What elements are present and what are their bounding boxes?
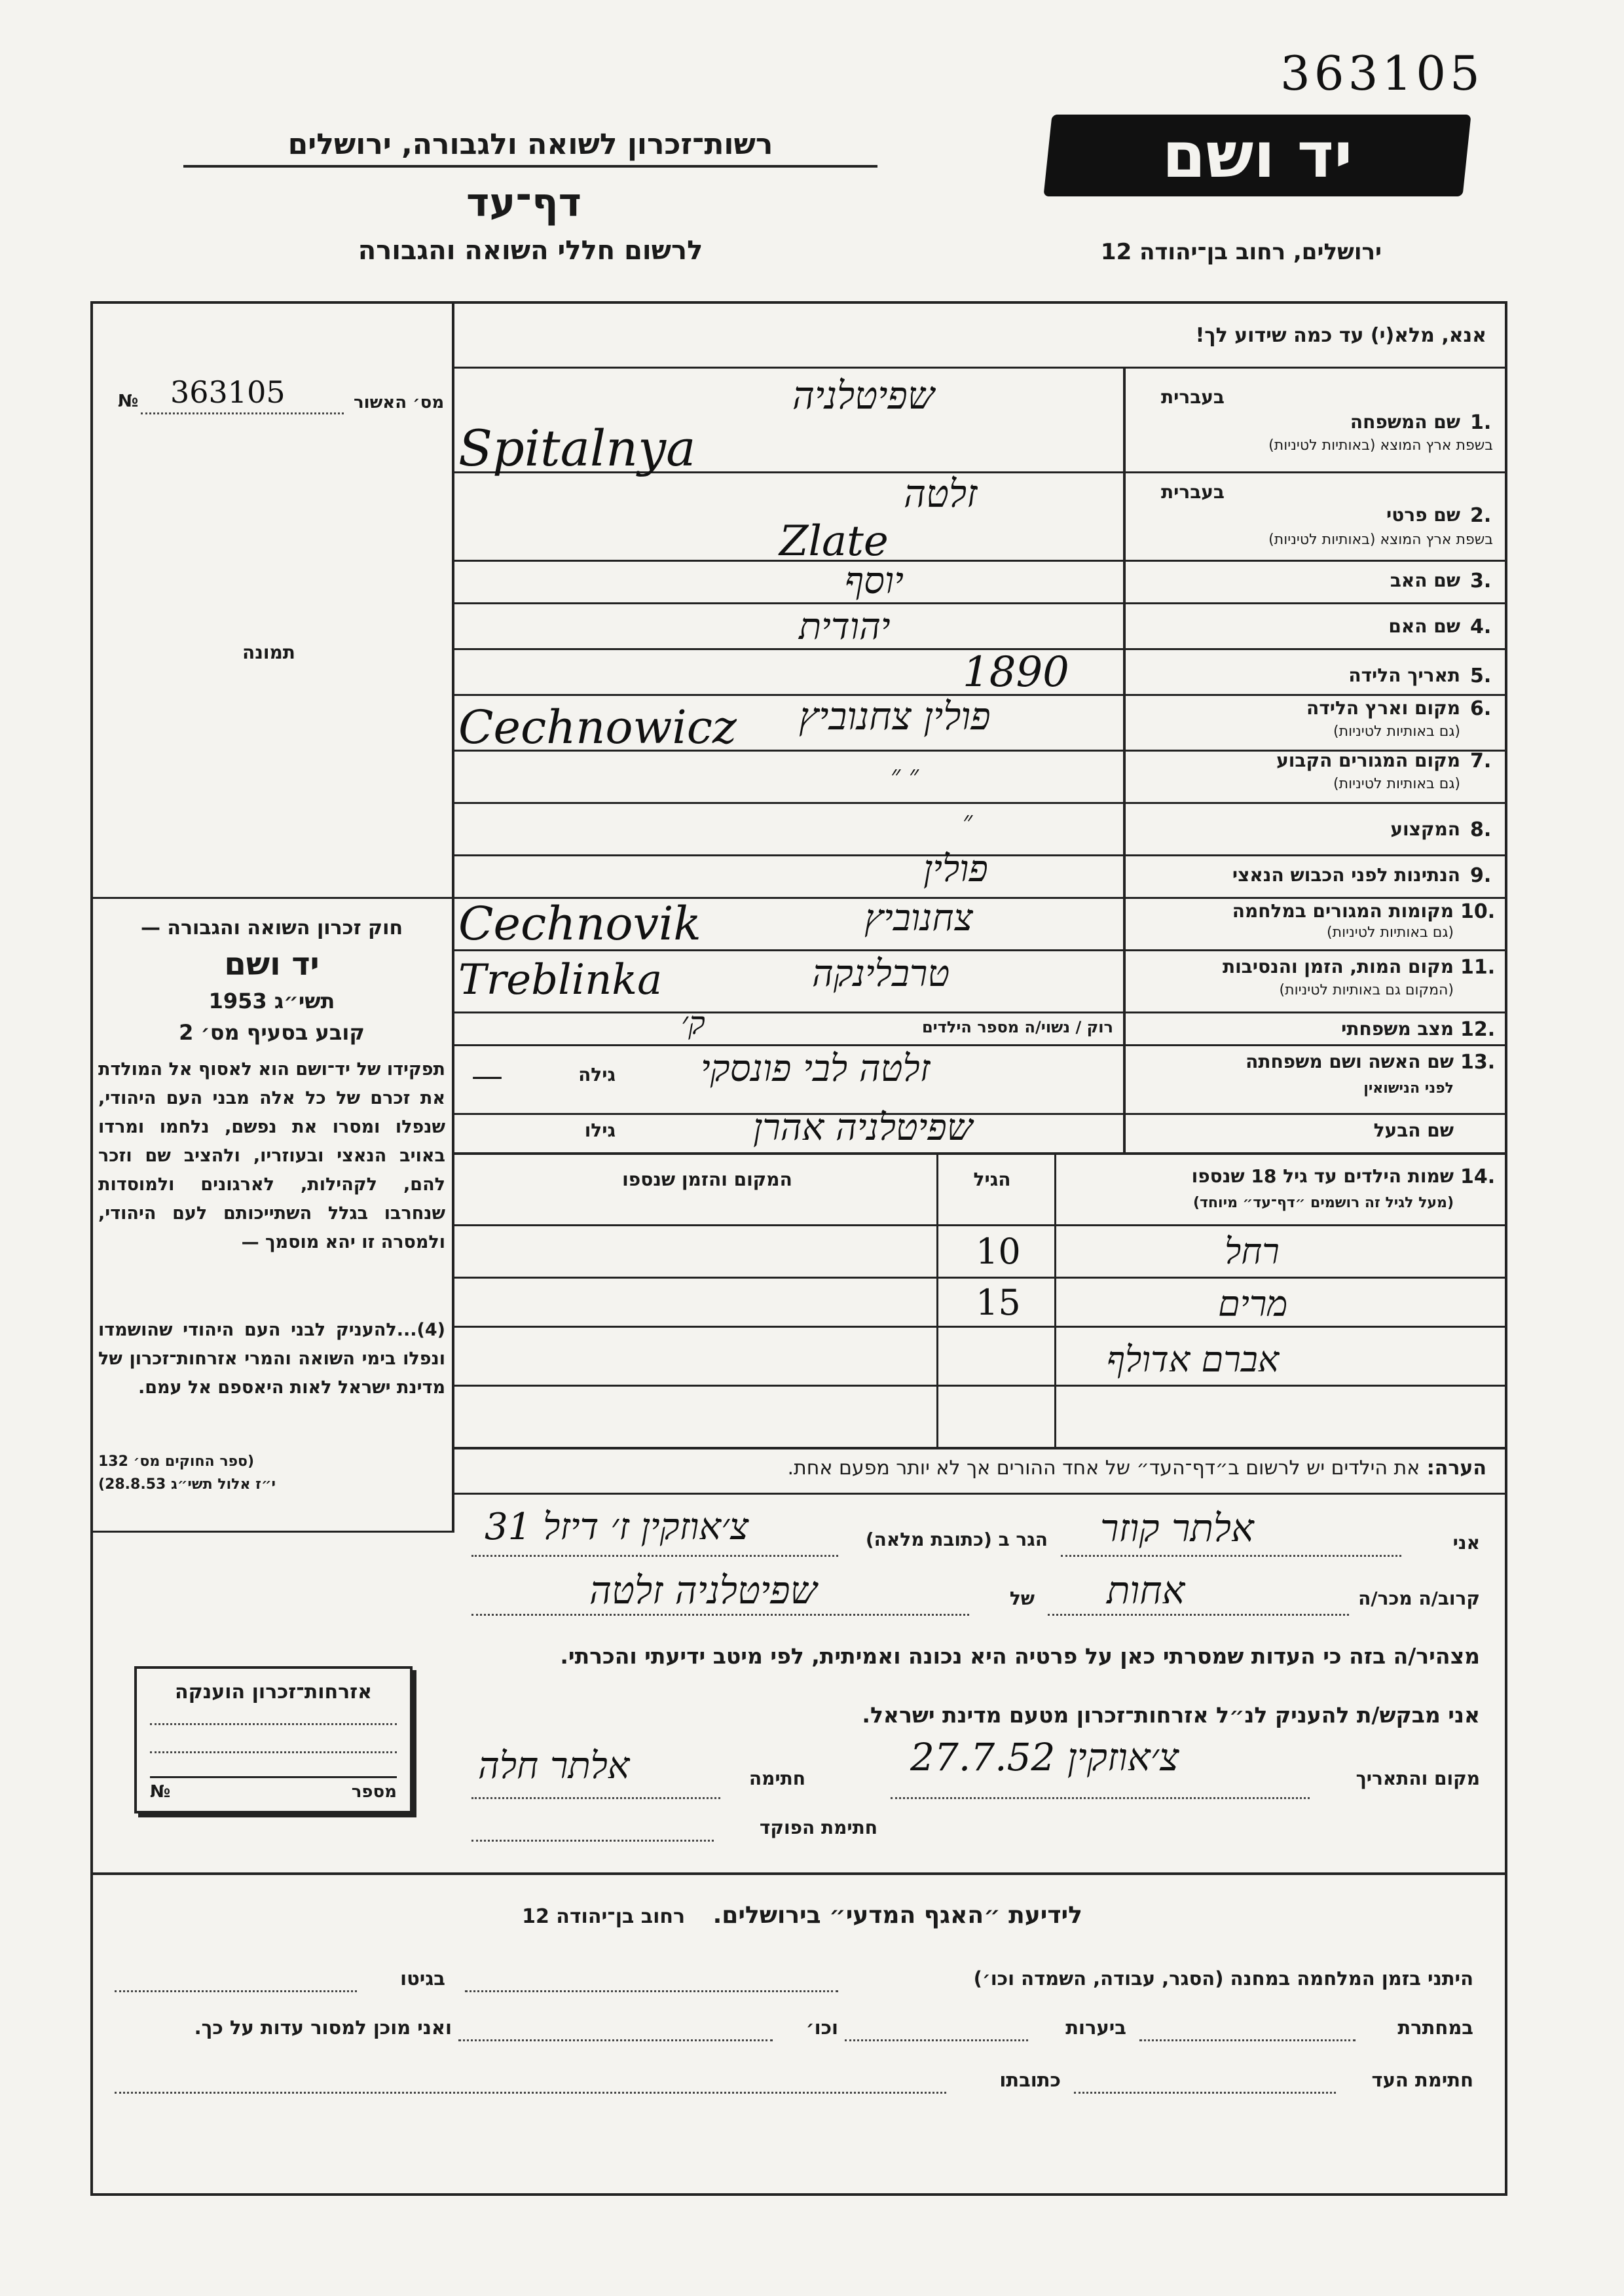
f6-latin: Cechnowicz (458, 701, 737, 754)
relation-dots (1048, 1614, 1349, 1616)
child-1-name: רחל (1225, 1231, 1280, 1272)
witness-address-dots (115, 2092, 946, 2094)
request-line: אנא, מלא(י) עד כמה שידוע לך! (1195, 324, 1486, 347)
citizenship-no-sign: № (150, 1782, 171, 1802)
witness-signature-dots (1074, 2092, 1336, 2094)
f13-label: שם האשה ושם משפחתה (1246, 1051, 1454, 1072)
law-box-bottom (90, 1531, 454, 1533)
left-column-divider (452, 301, 454, 1532)
f4-label: שם האם (1388, 615, 1460, 637)
form-title: דף־עד (466, 180, 581, 226)
f6-label: מקום וארץ הלידה (1306, 697, 1460, 719)
f5-value: 1890 (963, 648, 1069, 697)
form-subtitle: לרשום חללי השואה והגבורה (358, 236, 703, 266)
bottom-address: רחוב בן־יהודה 12 (522, 1905, 686, 1928)
row-line-13 (452, 1113, 1507, 1115)
signature-value: אלתר חלה (478, 1745, 630, 1787)
declarant-i-label: אני (1452, 1532, 1480, 1554)
f2-hebrew: זלטה (904, 471, 978, 516)
f1-label: שם המשפחה (1350, 411, 1460, 433)
f10-value: צחנוביץ (864, 897, 973, 939)
f13-age-label: גילה (578, 1064, 616, 1085)
husband-label: שם הבעל (1373, 1120, 1454, 1141)
label-column-divider (1123, 367, 1126, 1152)
officer-signature-label: חתימת הפוקד (759, 1817, 877, 1838)
approval-dots (141, 412, 344, 414)
row-line-2 (452, 560, 1507, 562)
citizenship-number-row (150, 1776, 397, 1802)
f3-num: 3. (1470, 570, 1492, 592)
ghetto-dots (115, 1990, 357, 1992)
photo-label: תמונה (242, 642, 295, 663)
f9-label: הנתינות לפני הכבוש הנאצי (1232, 864, 1460, 886)
f2-latin: Zlate (779, 517, 889, 566)
law-box-top (90, 897, 454, 899)
f12-form-text: רוק / נשוי/ה מספר הילדים (921, 1018, 1113, 1036)
row-line-12 (452, 1044, 1507, 1046)
signature-label: חתימה (748, 1768, 805, 1789)
declaration: מצהיר/ה בזה כי העדות שמסרתי כאן על פרטיה היא נכונה ואמיתית, לפי מיטב ידיעתי והכרתי. (560, 1643, 1480, 1669)
note-label: הערה: (1426, 1457, 1486, 1480)
f13-age-mark: — (471, 1057, 503, 1094)
children-head-line (452, 1224, 1507, 1226)
f11-latin: Treblinka (458, 956, 663, 1004)
row-line-3 (452, 602, 1507, 604)
of-name: שפיטלניה זלטה (589, 1568, 817, 1613)
children-col-2 (1054, 1152, 1056, 1447)
f14-label: שמות הילדים עד גיל 18 שנספו (1191, 1165, 1454, 1187)
f5-label: תאריך הלידה (1348, 665, 1460, 686)
f6-num: 6. (1470, 697, 1492, 720)
camp-line-label: היתני בזמן המלחמה במחנה (הסגר, עבודה, השמדה וכו׳) (973, 1967, 1473, 1990)
request-divider (452, 367, 1507, 369)
children-row-1 (452, 1277, 1507, 1279)
row-line-7 (452, 802, 1507, 804)
f6-value: פולין צחנוביץ (799, 694, 991, 738)
husband-value: שפיטלניה אהרן (753, 1106, 973, 1149)
etc-label: וכו׳ (805, 2016, 838, 2039)
request-citizenship: אני מבקש/ת להעניק לנ״ל אזרחות־זכרון מטעם מדינת ישראל. (862, 1702, 1480, 1728)
f13-num: 13. (1460, 1051, 1496, 1074)
citizenship-dots-2 (150, 1751, 397, 1753)
f4-value: יהודית (799, 606, 891, 648)
f7-ditto: ״ (963, 806, 973, 836)
f7-latin-note: (גם באותיות לטיניות) (1333, 776, 1460, 792)
note-bottom-line (452, 1493, 1507, 1495)
f14-place-head: המקום והזמן שנספו (622, 1169, 792, 1190)
witness-address-label: כתובתו (999, 2069, 1061, 2091)
f6-latin-note: (גם באותיות לטיניות) (1333, 723, 1460, 740)
f6-ditto: ״ ״ (891, 760, 919, 790)
f2-label: שם פרטי (1386, 504, 1460, 526)
f11-label: מקום המות, הזמן והנסיבות (1222, 956, 1454, 977)
underground-dots (1139, 2039, 1356, 2041)
signature-dots (471, 1797, 720, 1799)
note-line (458, 1457, 1486, 1480)
f12-num: 12. (1460, 1018, 1496, 1041)
f3-label: שם האב (1390, 570, 1460, 591)
etc-dots (458, 2039, 773, 2041)
f12-label: מצב משפחתי (1341, 1018, 1454, 1040)
f14-age-head: הגיל (973, 1169, 1011, 1190)
f12-value: ק׳ (681, 1005, 705, 1042)
bottom-title: לידיעת ״האגף המדעי״ בירושלים. (712, 1902, 1082, 1929)
children-col-1 (936, 1152, 938, 1447)
of-name-dots (471, 1614, 969, 1616)
f3-value: יוסף (845, 560, 904, 602)
place-date-value: צ׳אוזקין 27.7.52 (910, 1735, 1179, 1779)
citizenship-number-label: מספר (351, 1782, 397, 1802)
f8-label: המקצוע (1390, 818, 1460, 840)
f13-value: זלטה לבי פונסקי (701, 1048, 931, 1090)
law-clause: קובע בסעיף מס׳ 2 (179, 1020, 365, 1045)
children-row-3 (452, 1385, 1507, 1387)
f2-num: 2. (1470, 504, 1492, 527)
law-source-2: י״ז אלול תשי״ג 28.8.53) (98, 1476, 276, 1493)
f4-num: 4. (1470, 615, 1492, 638)
declarant-name-dots (1061, 1555, 1401, 1557)
f11-num: 11. (1460, 956, 1496, 979)
forests-label: ביערות (1065, 2016, 1126, 2039)
archive-number: 363105 (1280, 46, 1484, 101)
child-2-name: מרים (1218, 1283, 1288, 1324)
law-body: תפקידו של יד־ושם הוא לאסוף אל המולדת את זכרם של כל אלה מבני העם היהודי, שנפלו ומסרו את נפשם, נלחמו ומרדו באויב הנאצי ובעוזריו, ולהציב שם וזכר להם, לקהילות, לארגונים ולמוסדות שנחרבו בגלל השתייכותם לעם היהודי, ולמסרה זו יהא מוסמך — (98, 1059, 445, 1252)
law-year: תשי״ג 1953 (208, 989, 335, 1013)
yad-vashem-logo (1043, 115, 1471, 196)
f1-hebrew: שפיטלניה (792, 373, 934, 418)
relation-label: קרוב/ה מכר/ה (1358, 1588, 1480, 1609)
law-body-2: (4)...להעניק לבני העם היהודי שהושמדו ונפלו בימי השואה והמרי אזרחות־זכרון של מדינת ישראל לאות היאספם אל עמם. (98, 1320, 445, 1398)
children-bottom-line (452, 1447, 1507, 1449)
relation-value: אחות (1107, 1568, 1185, 1613)
citizenship-dots-1 (150, 1723, 397, 1725)
f14-num: 14. (1460, 1165, 1496, 1188)
forests-dots (845, 2039, 1028, 2041)
bottom-title-row (393, 1902, 1211, 1929)
testify-label: ואני מוכן למסור עדות על כך. (194, 2016, 452, 2039)
f1-lang-origin: בשפת ארץ המוצא (באותיות לטיניות) (1268, 437, 1493, 454)
f13-sub: לפני הנישואין (1363, 1080, 1454, 1097)
logo-text: יד ושם (1162, 118, 1353, 192)
f2-lang-origin: בשפת ארץ המוצא (באותיות לטיניות) (1268, 532, 1493, 548)
children-row-2 (452, 1326, 1507, 1328)
f1-latin: Spitalnya (458, 419, 696, 477)
f7-num: 7. (1470, 750, 1492, 773)
camp-dots (465, 1990, 838, 1992)
approval-label: מס׳ האשור (354, 393, 445, 412)
approval-value: 363105 (170, 374, 286, 410)
law-source: (ספר החוקים מס׳ 132 (98, 1453, 255, 1470)
child-2-age: 15 (976, 1282, 1021, 1323)
f1-lang-hebrew: בעברית (1160, 386, 1225, 408)
citizenship-title: אזרחות־זכרון הוענקה (174, 1681, 373, 1704)
f10-label: מקומות המגורים במלחמה (1232, 900, 1454, 922)
f1-num: 1. (1470, 411, 1492, 434)
authority-name: רשות־זכרון לשואה ולגבורה, ירושלים (183, 128, 877, 168)
f7-label: מקום המגורים הקבוע (1276, 750, 1460, 771)
bottom-separator (90, 1872, 1507, 1875)
f10-latin-note: (גם באותיות לטיניות) (1327, 924, 1454, 941)
f2-lang-hebrew: בעברית (1160, 481, 1225, 503)
f11-sub: (המקום גם באותיות לטיניות) (1279, 982, 1454, 998)
witness-signature-label: חתימת העד (1371, 2069, 1473, 2091)
f10-num: 10. (1460, 900, 1496, 923)
place-date-label: מקום והתאריך (1356, 1768, 1480, 1789)
declarant-resides-label: הגר ב (כתובת מלאה) (865, 1529, 1048, 1550)
f14-sub: (מעל לגיל זה רושמים ״דף־עד״ מיוחד) (1192, 1195, 1454, 1211)
ghetto-label: בגיטו (400, 1967, 445, 1990)
child-1-age: 10 (976, 1231, 1021, 1272)
of-label: של (1009, 1588, 1035, 1609)
f9-value: פולין (923, 848, 988, 890)
f11-value: טרבלינקה (812, 953, 950, 995)
note-text: את הילדים יש לרשום ב״דף־העד״ של אחד ההורים אך לא יותר מפעם אחת. (787, 1457, 1420, 1480)
law-name: יד ושם (224, 946, 320, 983)
f8-num: 8. (1470, 818, 1492, 841)
f10-latin: Cechnovik (458, 897, 701, 951)
declarant-address: צ׳אוזקין ז׳ דיזל 31 (485, 1506, 749, 1548)
place-date-dots (891, 1797, 1310, 1799)
f5-num: 5. (1470, 665, 1492, 687)
husband-age-label: גילו (584, 1120, 616, 1141)
underground-label: במחתרת (1397, 2016, 1473, 2039)
row-line-11 (452, 1011, 1507, 1013)
declarant-address-dots (471, 1555, 838, 1557)
citizenship-box (134, 1666, 413, 1813)
header-address: ירושלים, רחוב בן־יהודה 12 (1100, 239, 1382, 265)
declarant-name: אלתר קוזר (1100, 1506, 1254, 1550)
f9-num: 9. (1470, 864, 1492, 887)
child-3-name: אברם אדולף (1107, 1339, 1280, 1380)
approval-no-sign: № (118, 392, 139, 411)
children-top-line (452, 1152, 1507, 1155)
law-title: חוק זכרון השואה והגבורה — (140, 917, 403, 939)
officer-dots (471, 1840, 714, 1842)
